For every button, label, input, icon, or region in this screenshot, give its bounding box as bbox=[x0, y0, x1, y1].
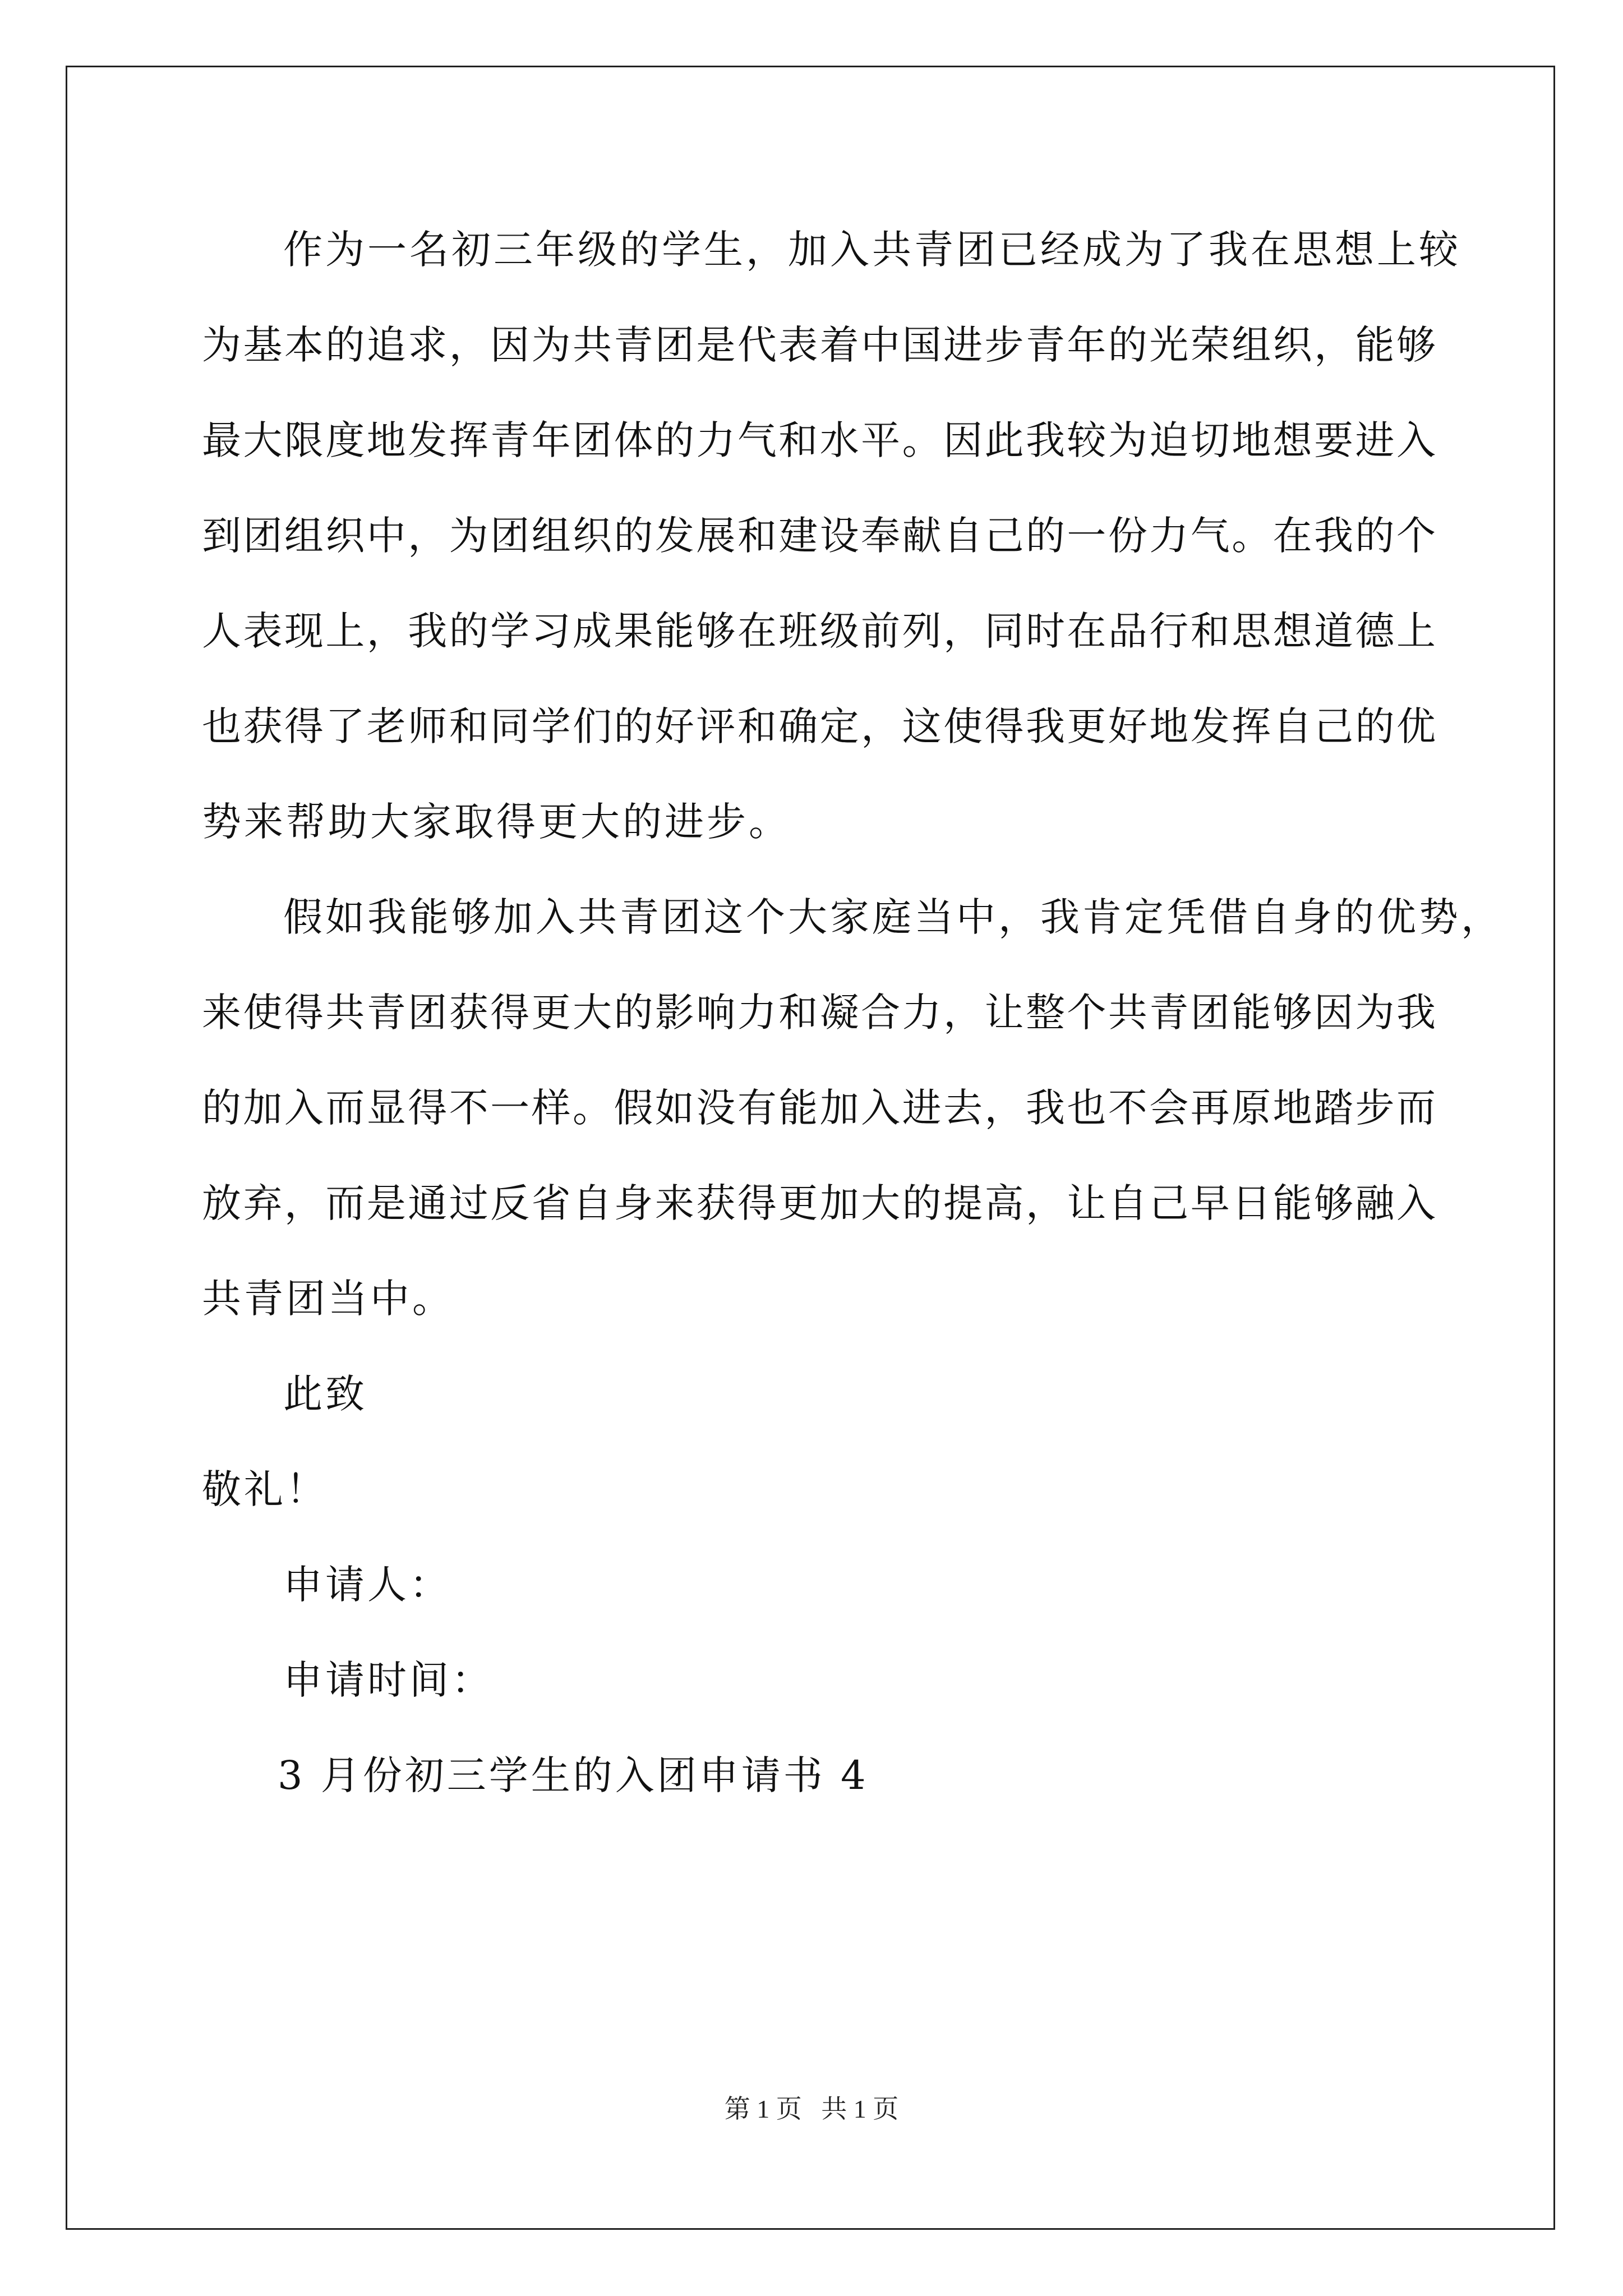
paragraph-1-line-1: 作为一名初三年级的学生，加入共青团已经成为了我在思想上较 bbox=[283, 227, 1461, 273]
paragraph-2-line-1: 假如我能够加入共青团这个大家庭当中，我肯定凭借自身的优势， bbox=[283, 894, 1503, 940]
closing-salutation: 此致 bbox=[283, 1371, 367, 1417]
paragraph-1-line-7: 势来帮助大家取得更大的进步。 bbox=[202, 799, 791, 845]
paragraph-2-line-2: 来使得共青团获得更大的影响力和凝合力，让整个共青团能够因为我 bbox=[202, 990, 1436, 1036]
page-number: 第 1 页 共 1 页 bbox=[724, 2095, 899, 2123]
applicant-label: 申请人： bbox=[283, 1562, 451, 1608]
application-date-label: 申请时间： bbox=[283, 1657, 494, 1703]
paragraph-1-line-6: 也获得了老师和同学们的好评和确定，这使得我更好地发挥自己的优 bbox=[202, 703, 1436, 749]
page-footer bbox=[0, 2092, 1623, 2126]
paragraph-1-line-3: 最大限度地发挥青年团体的力气和水平。因此我较为迫切地想要进入 bbox=[202, 417, 1436, 463]
paragraph-1-line-4: 到团组织中，为团组织的发展和建设奉献自己的一份力气。在我的个 bbox=[202, 513, 1436, 559]
paragraph-1-line-2: 为基本的追求，因为共青团是代表着中国进步青年的光荣组织，能够 bbox=[202, 322, 1436, 368]
paragraph-2-line-3: 的加入而显得不一样。假如没有能加入进去，我也不会再原地踏步而 bbox=[202, 1085, 1436, 1131]
paragraph-2-line-5: 共青团当中。 bbox=[202, 1276, 454, 1322]
paragraph-2-line-4: 放弃，而是通过反省自身来获得更加大的提高，让自己早日能够融入 bbox=[202, 1180, 1436, 1226]
page-border bbox=[66, 66, 1555, 2230]
closing-regards: 敬礼！ bbox=[202, 1466, 328, 1512]
next-document-title: 3 月份初三学生的入团申请书 4 bbox=[278, 1752, 869, 1798]
paragraph-1-line-5: 人表现上，我的学习成果能够在班级前列，同时在品行和思想道德上 bbox=[202, 608, 1436, 654]
